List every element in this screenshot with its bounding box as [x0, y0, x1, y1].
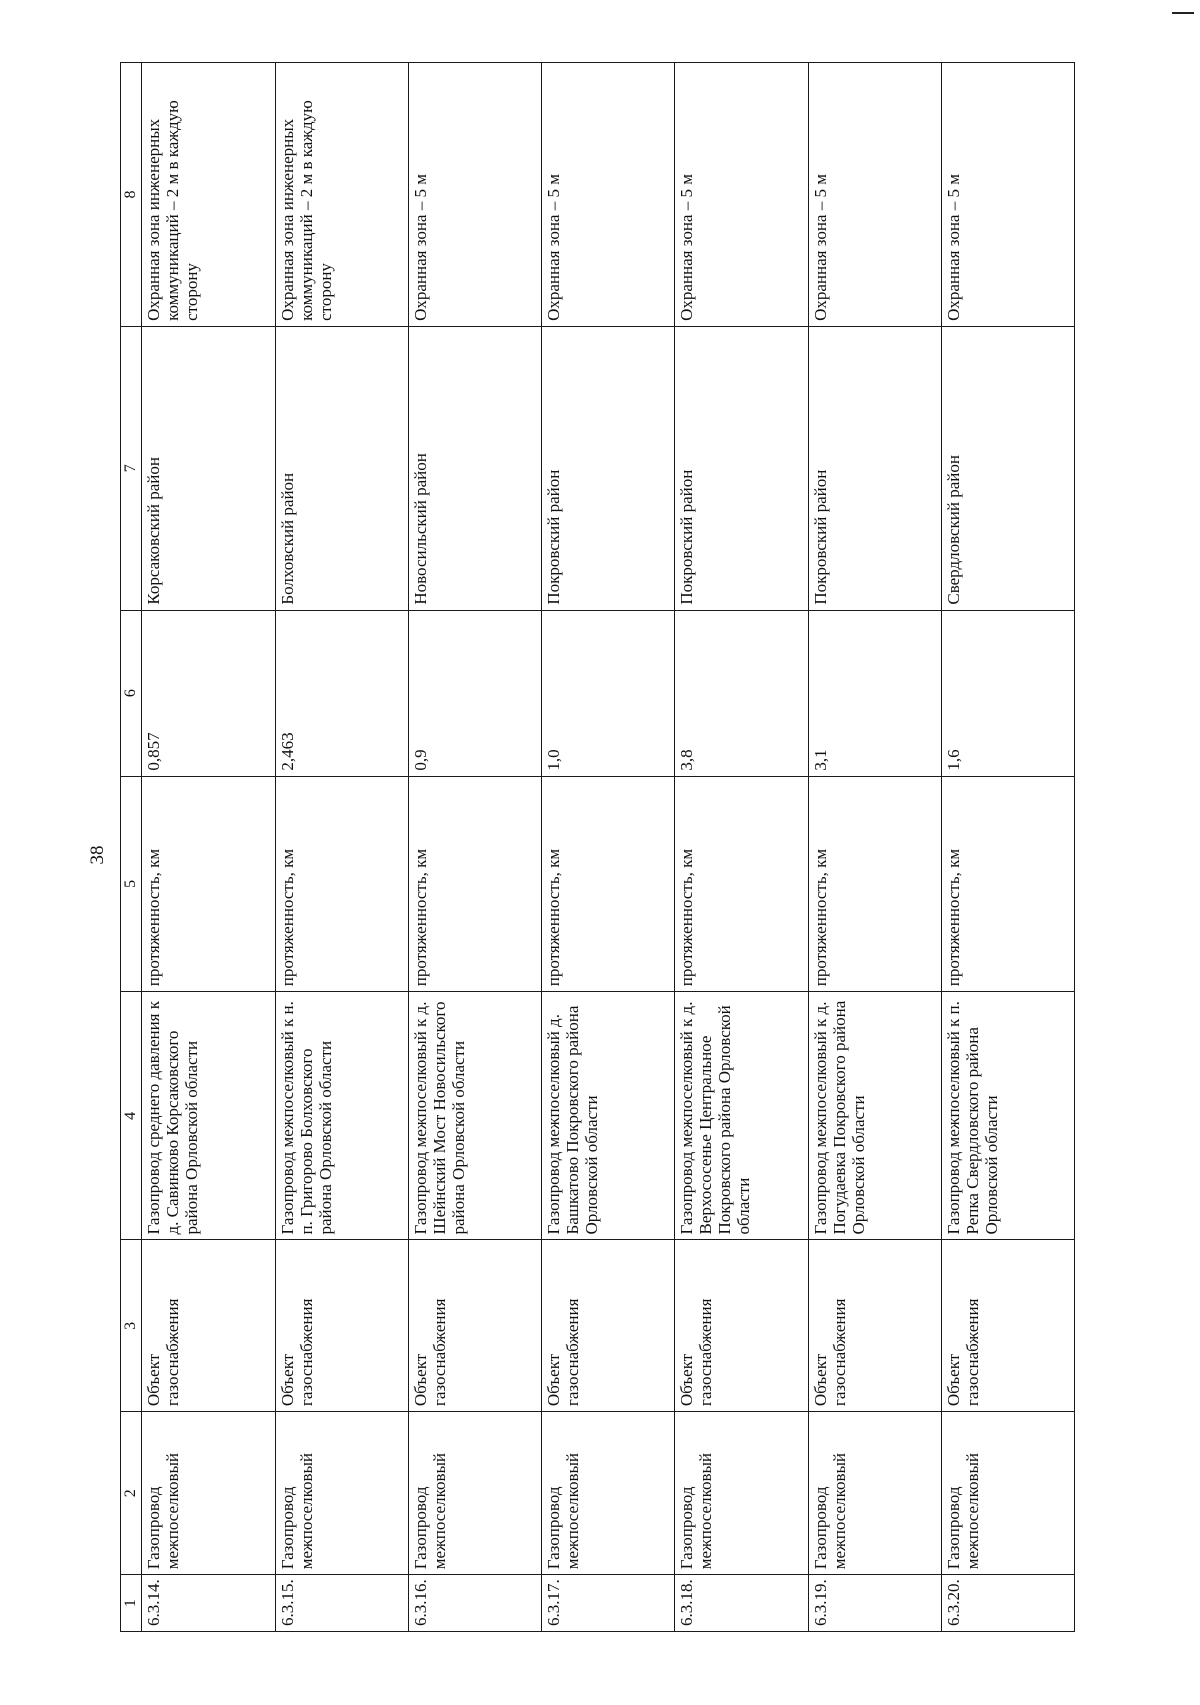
cell-name: Газопровод межпоселковый к д. Верхососенье Центральное Покровского района Орловской области — [675, 992, 808, 1240]
cell-value: 0,9 — [408, 610, 541, 776]
column-number-row — [121, 63, 142, 1632]
cell-district: Болховский район — [275, 326, 408, 610]
cell-kind: Объект газоснабжения — [275, 1240, 408, 1412]
cell-kind: Объект газоснабжения — [142, 1240, 275, 1412]
table-row — [808, 63, 941, 1632]
cell-name: Газопровод среднего давления к д. Савинково Корсаковского района Орловской области — [142, 992, 275, 1240]
cell-kind: Объект газоснабжения — [542, 1240, 675, 1412]
column-header: 6 — [121, 610, 142, 776]
cell-name: Газопровод межпоселковый к д. Погудаевка Покровского района Орловской области — [808, 992, 941, 1240]
cell-name: Газопровод межпоселковый к п. Репка Свердловского района Орловской области — [941, 992, 1074, 1240]
column-header: 2 — [121, 1412, 142, 1575]
cell-kind: Объект газоснабжения — [408, 1240, 541, 1412]
table-row — [275, 63, 408, 1632]
cell-type: Газопровод межпоселковый — [142, 1412, 275, 1575]
cell-name: Газопровод межпоселковый к д. Шейнский Мост Новосильского района Орловской области — [408, 992, 541, 1240]
cell-value: 0,857 — [142, 610, 275, 776]
table-row — [941, 63, 1074, 1632]
cell-type: Газопровод межпоселковый — [941, 1412, 1074, 1575]
cell-district: Покровский район — [675, 326, 808, 610]
corner-mark — [1172, 12, 1194, 14]
cell-param: протяженность, км — [808, 776, 941, 992]
cell-param: протяженность, км — [142, 776, 275, 992]
cell-zone: Охранная зона – 5 м — [408, 63, 541, 327]
cell-param: протяженность, км — [542, 776, 675, 992]
cell-no: 6.3.17. — [542, 1575, 675, 1632]
column-header: 7 — [121, 326, 142, 610]
cell-no: 6.3.16. — [408, 1575, 541, 1632]
page-number: 38 — [87, 845, 108, 865]
cell-no: 6.3.19. — [808, 1575, 941, 1632]
cell-zone: Охранная зона – 5 м — [675, 63, 808, 327]
cell-zone: Охранная зона инженерных коммуникаций – 2 м в каждую сторону — [275, 63, 408, 327]
table-row — [142, 63, 275, 1632]
cell-district: Покровский район — [808, 326, 941, 610]
cell-no: 6.3.20. — [941, 1575, 1074, 1632]
cell-zone: Охранная зона – 5 м — [542, 63, 675, 327]
cell-zone: Охранная зона инженерных коммуникаций – 2 м в каждую сторону — [142, 63, 275, 327]
cell-kind: Объект газоснабжения — [941, 1240, 1074, 1412]
cell-type: Газопровод межпоселковый — [675, 1412, 808, 1575]
cell-no: 6.3.15. — [275, 1575, 408, 1632]
objects-table — [120, 62, 1075, 1632]
cell-param: протяженность, км — [408, 776, 541, 992]
cell-type: Газопровод межпоселковый — [808, 1412, 941, 1575]
cell-param: протяженность, км — [675, 776, 808, 992]
cell-no: 6.3.18. — [675, 1575, 808, 1632]
cell-param: протяженность, км — [275, 776, 408, 992]
column-header: 1 — [121, 1575, 142, 1632]
table-row — [542, 63, 675, 1632]
cell-value: 1,0 — [542, 610, 675, 776]
cell-type: Газопровод межпоселковый — [408, 1412, 541, 1575]
cell-value: 1,6 — [941, 610, 1074, 776]
cell-zone: Охранная зона – 5 м — [808, 63, 941, 327]
cell-no: 6.3.14. — [142, 1575, 275, 1632]
cell-param: протяженность, км — [941, 776, 1074, 992]
cell-district: Покровский район — [542, 326, 675, 610]
column-header: 3 — [121, 1240, 142, 1412]
cell-zone: Охранная зона – 5 м — [941, 63, 1074, 327]
column-header: 5 — [121, 776, 142, 992]
cell-type: Газопровод межпоселковый — [542, 1412, 675, 1575]
cell-value: 3,8 — [675, 610, 808, 776]
column-header: 4 — [121, 992, 142, 1240]
cell-kind: Объект газоснабжения — [808, 1240, 941, 1412]
cell-name: Газопровод межпоселковый к н. п. Григорово Болховского района Орловской области — [275, 992, 408, 1240]
cell-district: Новосильский район — [408, 326, 541, 610]
table-row — [408, 63, 541, 1632]
cell-value: 3,1 — [808, 610, 941, 776]
cell-type: Газопровод межпоселковый — [275, 1412, 408, 1575]
cell-name: Газопровод межпоселковый д. Башкатово Покровского района Орловской области — [542, 992, 675, 1240]
cell-district: Корсаковский район — [142, 326, 275, 610]
cell-value: 2,463 — [275, 610, 408, 776]
cell-kind: Объект газоснабжения — [675, 1240, 808, 1412]
table-wrapper — [120, 62, 1075, 1632]
column-header: 8 — [121, 63, 142, 327]
table-row — [675, 63, 808, 1632]
cell-district: Свердловский район — [941, 326, 1074, 610]
